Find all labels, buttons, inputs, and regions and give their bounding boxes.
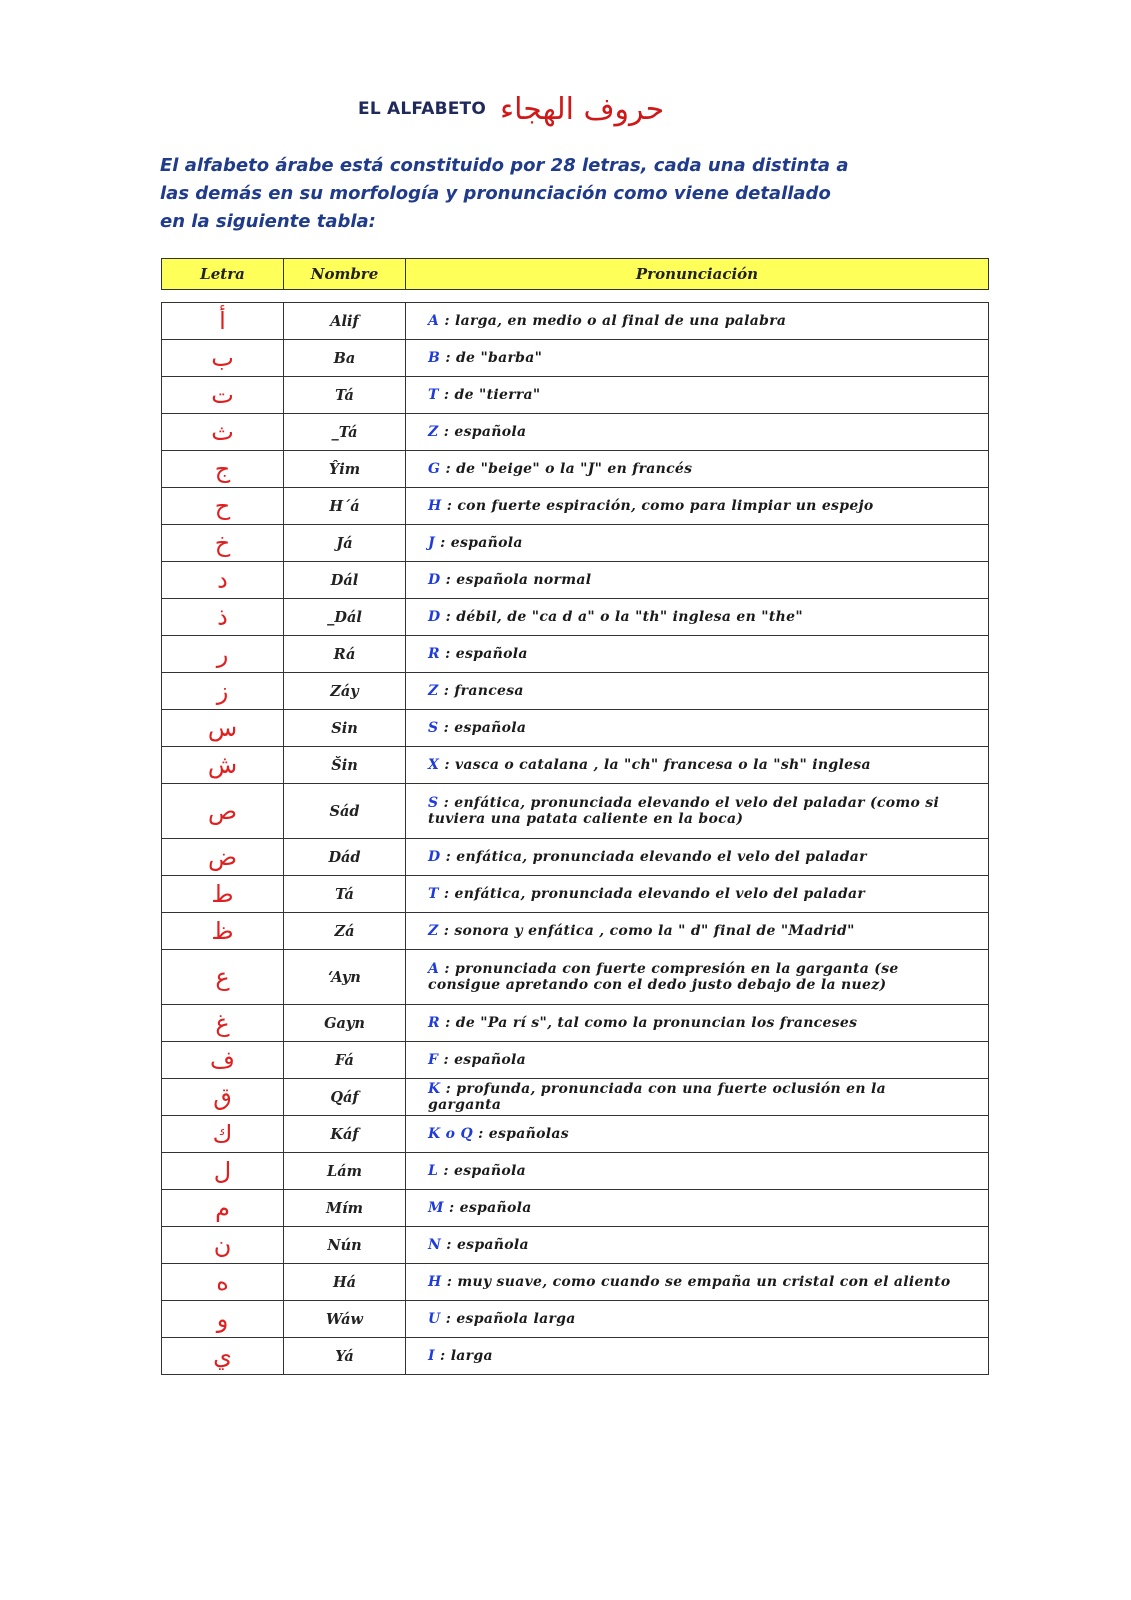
arabic-letter: أ [219, 307, 226, 335]
pronunciation-description: : de "beige" o la "J" en francés [445, 461, 693, 477]
name-cell [284, 747, 406, 783]
pronunciation-text [406, 1126, 593, 1142]
pronunciation-key: D [428, 572, 441, 588]
table-row [162, 747, 988, 784]
pronunciation-description: : española normal [445, 572, 592, 588]
arabic-letter: ش [207, 751, 238, 779]
pronunciation-cell [406, 1338, 988, 1374]
pronunciation-cell [406, 1116, 988, 1152]
pronunciation-cell [406, 710, 988, 746]
pronunciation-text [406, 609, 827, 625]
letter-name: Zá [334, 922, 355, 940]
name-cell [284, 1079, 406, 1115]
pronunciation-description: : enfática, pronunciada elevando el velo del paladar (como si tuviera una patata caliente en la boca) [428, 795, 940, 827]
pronunciation-cell [406, 784, 988, 838]
arabic-letter: ن [213, 1231, 232, 1259]
arabic-letter: و [216, 1305, 229, 1333]
table-row [162, 1190, 988, 1227]
pronunciation-cell [406, 913, 988, 949]
arabic-letter: د [217, 566, 228, 594]
title-spanish: EL ALFABETO [358, 99, 486, 119]
pronunciation-key: A [428, 313, 440, 329]
pronunciation-key: K [428, 1081, 441, 1097]
name-cell [284, 303, 406, 339]
name-cell [284, 451, 406, 487]
table-row [162, 1079, 988, 1116]
table-row [162, 488, 988, 525]
pronunciation-key: T [428, 886, 439, 902]
pronunciation-text [406, 1237, 553, 1253]
letter-name: Tá [335, 386, 354, 404]
pronunciation-description: : española larga [445, 1311, 576, 1327]
letter-cell [162, 747, 284, 783]
pronunciation-key: L [428, 1163, 439, 1179]
name-cell [284, 839, 406, 875]
pronunciation-cell [406, 839, 988, 875]
pronunciation-cell [406, 377, 988, 413]
pronunciation-key: D [428, 849, 441, 865]
letter-cell [162, 451, 284, 487]
pronunciation-key: D [428, 609, 441, 625]
letter-name: Šin [331, 756, 358, 774]
pronunciation-cell [406, 525, 988, 561]
arabic-letter: ب [211, 344, 234, 372]
letter-name: H´á [329, 497, 360, 515]
table-row [162, 784, 988, 839]
letter-cell [162, 562, 284, 598]
pronunciation-description: : española [443, 1052, 527, 1068]
pronunciation-text [406, 1200, 556, 1216]
letter-cell [162, 1042, 284, 1078]
pronunciation-cell [406, 636, 988, 672]
pronunciation-cell [406, 747, 988, 783]
letter-name: Sád [329, 802, 360, 820]
table-row [162, 950, 988, 1005]
letter-name: Fá [335, 1051, 354, 1069]
pronunciation-description: : de "barba" [445, 350, 543, 366]
name-cell [284, 1190, 406, 1226]
table-row [162, 451, 988, 488]
pronunciation-cell [406, 414, 988, 450]
letter-name: Dád [328, 848, 361, 866]
pronunciation-cell [406, 1264, 988, 1300]
table-row [162, 340, 988, 377]
pronunciation-key: H [428, 1274, 442, 1290]
alphabet-table [161, 302, 989, 1375]
pronunciation-description: : de "tierra" [443, 387, 541, 403]
pronunciation-description: : larga [440, 1348, 493, 1364]
arabic-letter: ز [216, 677, 229, 705]
name-cell [284, 1153, 406, 1189]
name-cell [284, 1042, 406, 1078]
letter-name: Ba [333, 349, 356, 367]
letter-name: Nún [327, 1236, 362, 1254]
name-cell [284, 1264, 406, 1300]
letter-name: Káf [330, 1125, 359, 1143]
table-row [162, 377, 988, 414]
header-nombre: Nombre [284, 259, 406, 289]
arabic-letter: ع [215, 963, 230, 991]
pronunciation-key: U [428, 1311, 441, 1327]
pronunciation-description: : española [443, 1163, 526, 1179]
pronunciation-description: : española [443, 720, 527, 736]
pronunciation-text [406, 498, 898, 514]
letter-cell [162, 673, 284, 709]
letter-cell [162, 839, 284, 875]
pronunciation-cell [406, 1227, 988, 1263]
pronunciation-cell [406, 673, 988, 709]
name-cell [284, 710, 406, 746]
pronunciation-key: A [428, 961, 440, 977]
header-letra: Letra [162, 259, 284, 289]
pronunciation-key: J [428, 535, 435, 551]
pronunciation-key: R [428, 646, 440, 662]
table-row [162, 525, 988, 562]
pronunciation-text [406, 1274, 975, 1290]
letter-cell [162, 488, 284, 524]
letter-name: Mím [326, 1199, 363, 1217]
pronunciation-key: F [428, 1052, 439, 1068]
letter-name: Há [332, 1273, 357, 1291]
pronunciation-key: G [428, 461, 441, 477]
pronunciation-text [406, 313, 810, 329]
pronunciation-key: M [428, 1200, 444, 1216]
pronunciation-cell [406, 340, 988, 376]
pronunciation-description: : pronunciada con fuerte compresión en la garganta (se consigue apretando con el dedo justo debajo de la nuez) [428, 961, 899, 993]
table-row [162, 913, 988, 950]
name-cell [284, 950, 406, 1004]
name-cell [284, 1338, 406, 1374]
letter-name: Dál [330, 571, 359, 589]
letter-cell [162, 876, 284, 912]
arabic-letter: ح [214, 492, 231, 520]
pronunciation-key: H [428, 498, 442, 514]
pronunciation-text [406, 572, 615, 588]
table-row [162, 599, 988, 636]
pronunciation-text [406, 961, 988, 993]
pronunciation-description: : muy suave, como cuando se empaña un cristal con el aliento [446, 1274, 951, 1290]
letter-cell [162, 1005, 284, 1041]
table-row [162, 1338, 988, 1375]
arabic-letter: ذ [217, 603, 228, 631]
pronunciation-text [406, 923, 879, 939]
letter-cell [162, 1079, 284, 1115]
name-cell [284, 673, 406, 709]
arabic-letter: خ [214, 529, 231, 557]
name-cell [284, 562, 406, 598]
letter-cell [162, 1190, 284, 1226]
letter-name: Lám [327, 1162, 362, 1180]
letter-cell [162, 1264, 284, 1300]
pronunciation-key: K o Q [428, 1126, 473, 1142]
pronunciation-key: Z [428, 424, 439, 440]
pronunciation-description: : profunda, pronunciada con una fuerte oclusión en la garganta [428, 1081, 887, 1113]
arabic-letter: س [207, 714, 238, 742]
arabic-letter: ر [216, 640, 229, 668]
table-row [162, 839, 988, 876]
page-title [358, 84, 718, 134]
name-cell [284, 377, 406, 413]
letter-cell [162, 377, 284, 413]
table-row [162, 1116, 988, 1153]
name-cell [284, 599, 406, 635]
arabic-letter: ط [211, 880, 234, 908]
table-row [162, 636, 988, 673]
table-header [161, 258, 989, 290]
name-cell [284, 1116, 406, 1152]
table-row [162, 1153, 988, 1190]
pronunciation-description: : españolas [478, 1126, 569, 1142]
name-cell [284, 414, 406, 450]
pronunciation-cell [406, 1042, 988, 1078]
pronunciation-description: : española [445, 646, 528, 662]
letter-cell [162, 950, 284, 1004]
letter-name: Sin [331, 719, 358, 737]
pronunciation-text [406, 757, 895, 773]
letter-cell [162, 1153, 284, 1189]
name-cell [284, 1005, 406, 1041]
letter-name: Gayn [324, 1014, 365, 1032]
pronunciation-text [406, 795, 988, 827]
arabic-letter: ي [213, 1342, 232, 1370]
table-row [162, 876, 988, 913]
pronunciation-description: : con fuerte espiración, como para limpiar un espejo [446, 498, 874, 514]
letter-cell [162, 784, 284, 838]
pronunciation-key: T [428, 387, 439, 403]
pronunciation-description: : débil, de "ca d a" o la "th" inglesa en "the" [445, 609, 803, 625]
pronunciation-text [406, 461, 716, 477]
arabic-letter: ظ [211, 917, 234, 945]
arabic-letter: ث [211, 418, 234, 446]
pronunciation-description: : española [449, 1200, 532, 1216]
letter-cell [162, 1227, 284, 1263]
letter-name: _Tá [331, 423, 358, 441]
pronunciation-text [406, 1081, 988, 1113]
pronunciation-cell [406, 1005, 988, 1041]
pronunciation-key: Z [428, 923, 439, 939]
pronunciation-text [406, 535, 547, 551]
pronunciation-text [406, 387, 565, 403]
pronunciation-key: B [428, 350, 441, 366]
pronunciation-description: : de "Pa rí s", tal como la pronuncian los franceses [445, 1015, 858, 1031]
title-arabic: حروف الهجاء [500, 91, 665, 127]
letter-cell [162, 340, 284, 376]
table-row [162, 1227, 988, 1264]
letter-name: Tá [335, 885, 354, 903]
pronunciation-key: S [428, 795, 439, 811]
table-row [162, 673, 988, 710]
pronunciation-key: N [428, 1237, 442, 1253]
pronunciation-key: X [428, 757, 440, 773]
letter-name: Ŷim [328, 460, 361, 478]
pronunciation-text [406, 646, 552, 662]
table-row [162, 1005, 988, 1042]
arabic-letter: ض [207, 843, 237, 871]
arabic-letter: ف [210, 1046, 235, 1074]
pronunciation-text [406, 1163, 550, 1179]
pronunciation-cell [406, 1079, 988, 1115]
arabic-letter: ه [216, 1268, 229, 1296]
pronunciation-cell [406, 1301, 988, 1337]
letter-cell [162, 1301, 284, 1337]
pronunciation-cell [406, 950, 988, 1004]
table-row [162, 414, 988, 451]
pronunciation-text [406, 720, 550, 736]
pronunciation-cell [406, 303, 988, 339]
name-cell [284, 876, 406, 912]
pronunciation-description: : española [443, 424, 527, 440]
pronunciation-text [406, 886, 889, 902]
intro-paragraph: El alfabeto árabe está constituido por 28 letras, cada una distinta a las demás en su morfología y pronunciación como viene detallado en la siguiente tabla: [160, 155, 849, 232]
pronunciation-description: : enfática, pronunciada elevando el velo del paladar [445, 849, 867, 865]
pronunciation-text [406, 849, 891, 865]
pronunciation-cell [406, 876, 988, 912]
letter-cell [162, 1338, 284, 1374]
pronunciation-text [406, 1052, 550, 1068]
pronunciation-description: : francesa [443, 683, 524, 699]
pronunciation-cell [406, 599, 988, 635]
letter-cell [162, 1116, 284, 1152]
letter-cell [162, 303, 284, 339]
name-cell [284, 488, 406, 524]
name-cell [284, 913, 406, 949]
letter-name: Já [336, 534, 353, 552]
name-cell [284, 1301, 406, 1337]
pronunciation-description: : vasca o catalana , la "ch" francesa o la "sh" inglesa [444, 757, 871, 773]
letter-cell [162, 599, 284, 635]
name-cell [284, 784, 406, 838]
letter-cell [162, 525, 284, 561]
letter-name: Yá [335, 1347, 354, 1365]
table-row [162, 710, 988, 747]
pronunciation-cell [406, 562, 988, 598]
name-cell [284, 636, 406, 672]
pronunciation-cell [406, 451, 988, 487]
letter-name: Rá [333, 645, 356, 663]
pronunciation-cell [406, 488, 988, 524]
letter-name: Záy [330, 682, 359, 700]
arabic-letter: ت [211, 381, 234, 409]
pronunciation-description: : enfática, pronunciada elevando el velo del paladar [443, 886, 866, 902]
pronunciation-cell [406, 1190, 988, 1226]
letter-name: _Dál [327, 608, 362, 626]
pronunciation-cell [406, 1153, 988, 1189]
table-row [162, 562, 988, 599]
letter-cell [162, 913, 284, 949]
arabic-letter: م [215, 1194, 230, 1222]
name-cell [284, 340, 406, 376]
pronunciation-text [406, 350, 566, 366]
arabic-letter: ق [213, 1083, 232, 1111]
letter-cell [162, 710, 284, 746]
arabic-letter: ل [213, 1157, 232, 1185]
pronunciation-key: Z [428, 683, 439, 699]
pronunciation-key: R [428, 1015, 440, 1031]
pronunciation-key: S [428, 720, 439, 736]
letter-name: ‘Ayn [328, 968, 361, 986]
name-cell [284, 1227, 406, 1263]
pronunciation-description: : española [446, 1237, 529, 1253]
table-row [162, 1042, 988, 1079]
pronunciation-description: : larga, en medio o al final de una palabra [444, 313, 787, 329]
letter-name: Alif [330, 312, 359, 330]
arabic-letter: ج [214, 455, 231, 483]
pronunciation-text [406, 1311, 600, 1327]
pronunciation-text [406, 424, 550, 440]
table-row [162, 303, 988, 340]
letter-name: Wáw [326, 1310, 363, 1328]
table-row [162, 1301, 988, 1338]
pronunciation-description: : sonora y enfática , como la " d" final de "Madrid" [443, 923, 855, 939]
arabic-letter: غ [215, 1009, 230, 1037]
pronunciation-text [406, 1348, 517, 1364]
letter-name: Qáf [330, 1088, 359, 1106]
letter-cell [162, 636, 284, 672]
pronunciation-text [406, 1015, 881, 1031]
header-pronunciacion: Pronunciación [635, 265, 759, 283]
arabic-letter: ك [212, 1120, 233, 1148]
name-cell [284, 525, 406, 561]
pronunciation-description: : española [440, 535, 523, 551]
pronunciation-key: I [428, 1348, 435, 1364]
table-row [162, 1264, 988, 1301]
arabic-letter: ص [207, 797, 237, 825]
pronunciation-text [406, 683, 548, 699]
letter-cell [162, 414, 284, 450]
